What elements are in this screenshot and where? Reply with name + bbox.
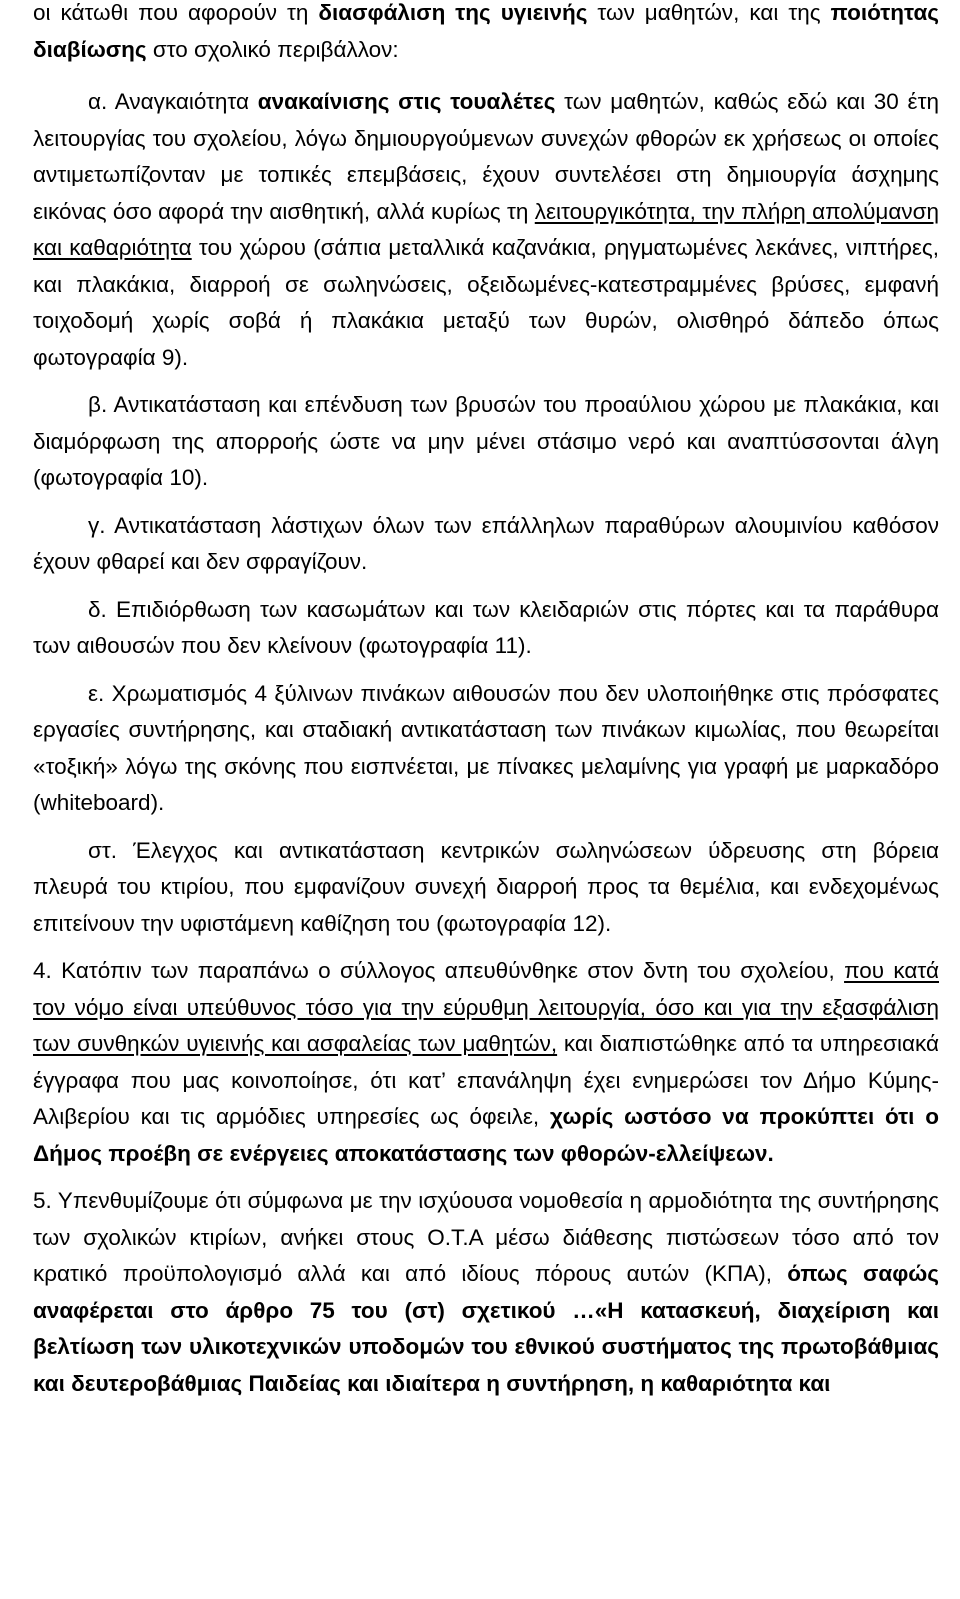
paragraph-intro	[33, 0, 939, 68]
text-segment: 5. Υπενθυμίζουμε ότι σύμφωνα με την ισχύουσα νομοθεσία η αρμοδιότητα της συντήρησης των σχολικών κτιρίων, ανήκει στους Ο.Τ.Α μέσω διάθεσης πιστώσεων τόσο από τον κρατικό προϋπολογισμό αλλά και από ιδίους πόρους αυτών (ΚΠΑ),	[33, 1188, 939, 1286]
text-segment: γ. Αντικατάσταση λάστιχων όλων των επάλληλων παραθύρων αλουμινίου καθόσον έχουν φθαρεί και δεν σφραγίζουν.	[33, 512, 939, 574]
bold-text: Παιδείας και ιδιαίτερα η συντήρηση, η καθαριότητα και	[242, 1370, 831, 1396]
text-segment: β. Αντικατάσταση και επένδυση των βρυσών του προαύλιου χώρου με πλακάκια, και διαμόρφωση της απορροής ώστε να μην μένει στάσιμο νερό και αναπτύσσονται άλγη (φωτογραφία 10).	[33, 392, 939, 490]
underlined-text: που κατά τον νόμο είναι υπεύθυνος τόσο για την εύρυθμη λειτουργία, όσο και για την εξασφάλιση των συνθηκών υγιεινής και ασφαλείας των μαθητών,	[33, 958, 939, 1056]
text-segment: του χώρου (σάπια μεταλλικά καζανάκια, ρηγματωμένες λεκάνες, νιπτήρες, και πλακάκια, διαρροή σε σωληνώσεις, οξειδωμένες-κατεστραμμένες βρύσες, εμφανή τοιχοδομή χωρίς σοβά ή πλακάκια μεταξύ των θυρών, ολισθηρό δάπεδο όπως φωτογραφία 9).	[33, 235, 939, 370]
document-page	[33, 0, 939, 1402]
paragraph-item-a	[33, 84, 939, 376]
bold-text: ανακαίνισης στις τουαλέτες	[257, 89, 556, 114]
text-segment: α. Αναγκαιότητα	[88, 89, 258, 114]
bold-text: διασφάλιση της υγιεινής	[318, 0, 588, 25]
paragraph-item-st	[33, 833, 939, 943]
underlined-text: λειτουργικότητα, την πλήρη απολύμανση και καθαριότητα	[33, 198, 939, 260]
paragraph-item-e	[33, 676, 939, 822]
text-segment: των μαθητών, και της	[587, 0, 831, 25]
paragraph-item-d	[33, 592, 939, 665]
text-segment: στ. Έλεγχος και αντικατάσταση κεντρικών σωληνώσεων ύδρευσης στη βόρεια πλευρά του κτιρίου, που εμφανίζουν συνεχή διαρροή προς τα θεμέλια, και ενδεχομένως επιτείνουν την υφιστάμενη καθίζηση του (φωτογραφία 12).	[33, 837, 939, 936]
text-segment: ε. Χρωματισμός 4 ξύλινων πινάκων αιθουσών που δεν υλοποιήθηκε στις πρόσφατες εργασίες συντήρησης, και σταδιακή αντικατάσταση των πινάκων κιμωλίας, που θεωρείται «τοξική» λόγω της σκόνης που εισπνέεται, με πίνακες μελαμίνης για γραφή με μαρκαδόρο (whiteboard).	[33, 680, 939, 815]
text-segment: δ. Επιδιόρθωση των κασωμάτων και των κλειδαριών στις πόρτες και τα παράθυρα των αιθουσών που δεν κλείνουν (φωτογραφία 11).	[33, 596, 939, 658]
paragraph-point-4	[33, 953, 939, 1172]
text-segment: 4. Κατόπιν των παραπάνω ο σύλλογος απευθύνθηκε στον δντη του σχολείου,	[33, 958, 845, 983]
text-segment: και διαπιστώθηκε από τα υπηρεσιακά έγγραφα που μας κοινοποίησε, ότι κατ’ επανάληψη έχει ενημερώσει τον Δήμο Κύμης- Αλιβερίου και τις αρμόδιες υπηρεσίες ως όφειλε,	[33, 1031, 939, 1129]
paragraph-item-c	[33, 508, 939, 581]
bold-text: όπως σαφώς αναφέρεται στο άρθρο 75 του (στ) σχετικού …«Η κατασκευή, διαχείριση και βελτίωση των υλικοτεχνικών υποδομών του εθνικού συστήματος της πρωτοβάθμιας και δευτεροβάθμιας	[33, 1261, 940, 1396]
text-segment: οι κάτωθι που αφορούν τη	[33, 0, 319, 25]
bold-text: ποιότητας διαβίωσης	[33, 0, 939, 62]
paragraph-item-b	[33, 387, 939, 497]
text-segment: στο σχολικό περιβάλλον:	[146, 36, 399, 62]
text-segment: των μαθητών, καθώς εδώ και 30 έτη λειτουργίας του σχολείου, λόγω δημιουργούμενων συνεχών φθορών εκ χρήσεως οι οποίες αντιμετωπίζονταν με τοπικές επεμβάσεις, έχουν συντελέσει στη δημιουργία άσχημης εικόνας όσο αφορά την αισθητική, αλλά κυρίως τη	[33, 89, 939, 224]
paragraph-point-5	[33, 1183, 939, 1402]
bold-text: χωρίς ωστόσο να προκύπτει ότι ο Δήμος προέβη σε ενέργειες αποκατάστασης των φθορών-ελλείψεων.	[33, 1104, 939, 1166]
